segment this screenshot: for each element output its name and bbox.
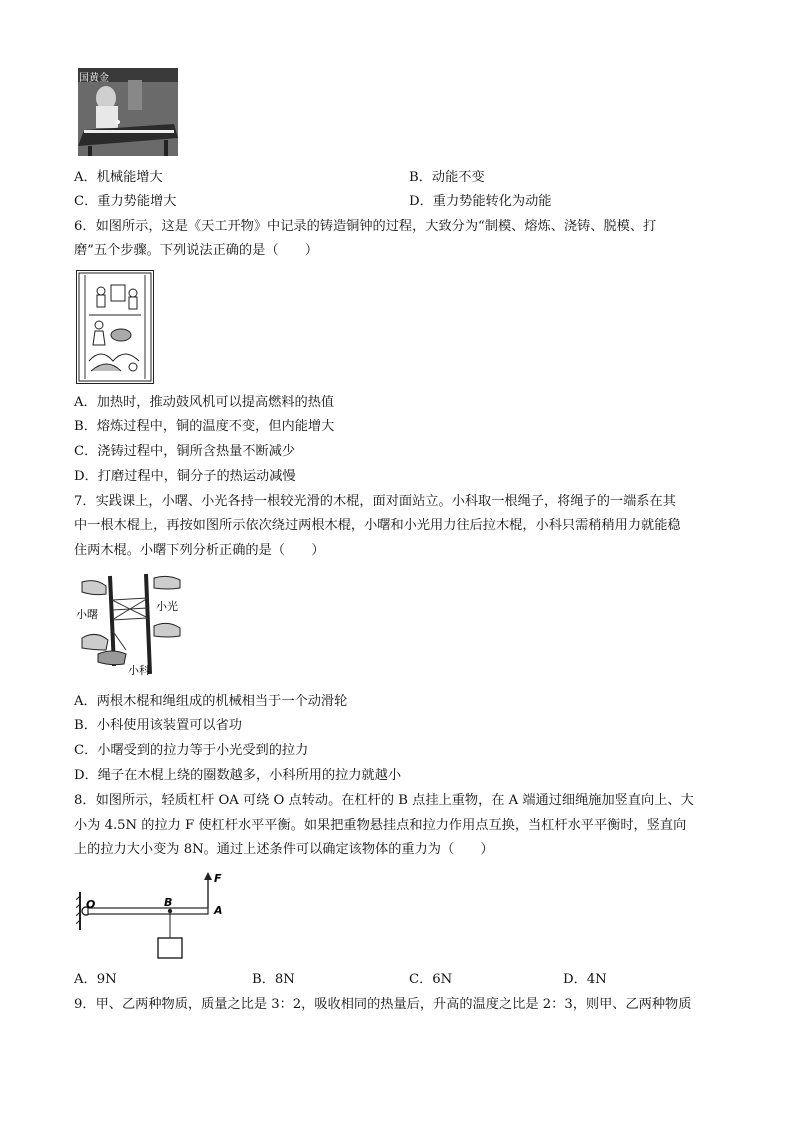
q5-option-d: D．重力势能转化为动能 [409,194,552,209]
q7-stem-line3: 住两木棍。小曙下列分析正确的是（ ） [74,543,325,558]
label-a: A [214,904,223,917]
q5-option-b: B．动能不变 [409,170,485,185]
q7-stem-line2: 中一根木棍上，再按如图所示依次绕过两根木棍，小曙和小光用力往后拉木棍，小科只需稍稍用力就能稳 [74,518,681,533]
q6-option-a: A．加热时，推动鼓风机可以提高燃料的热值 [74,395,335,410]
q7-option-d: D．绳子在木棍上绕的圈数越多，小科所用的拉力就越小 [74,768,402,783]
label-f: F [214,872,222,885]
q5-option-a: A．机械能增大 [74,170,163,185]
q7-option-b: B．小科使用该装置可以省功 [74,718,242,733]
label-xiaoshu: 小曙 [76,608,98,621]
q8-option-c: C．6N [409,972,453,987]
q8-option-d: D．4N [563,972,607,987]
lever-illustration [76,870,226,962]
q9-stem-line1: 9．甲、乙两种物质，质量之比是 3：2，吸收相同的热量后，升高的温度之比是 2：3，则甲、乙两种物质 [74,997,692,1012]
photo-caption: 国黄金 [79,73,109,84]
label-xiaoke: 小科 [128,664,150,677]
q8-option-b: B．8N [252,972,295,987]
q7-stem-line1: 7．实践课上，小曙、小光各持一根较光滑的木棍，面对面站立。小科取一根绳子，将绳子的一端系在其 [74,494,676,509]
bell-casting-illustration [77,271,153,383]
q8-option-a: A．9N [74,972,117,987]
table-tennis-photo [78,68,178,156]
label-b: B [164,896,173,909]
casting-process-figure [76,270,154,384]
q8-stem-line3: 上的拉力大小变为 8N。通过上述条件可以确定该物体的重力为（ ） [74,842,494,857]
q5-option-c: C．重力势能增大 [74,194,177,209]
q8-stem-line2: 小为 4.5N 的拉力 F 使杠杆水平平衡。如果把重物悬挂点和拉力作用点互换，当杠杆水平平衡时，竖直向 [74,818,687,833]
q8-stem-line1: 8．如图所示，轻质杠杆 OA 可绕 O 点转动。在杠杆的 B 点挂上重物，在 A 端通过细绳施加竖直向上、大 [74,793,694,808]
q7-option-c: C．小曙受到的拉力等于小光受到的拉力 [74,743,309,758]
label-xiaoguang: 小光 [156,600,178,613]
lever-figure [76,870,226,962]
q6-option-d: D．打磨过程中，铜分子的热运动减慢 [74,469,296,484]
label-o: O [86,898,96,911]
q6-option-b: B．熔炼过程中，铜的温度不变，但内能增大 [74,419,335,434]
q6-option-c: C．浇铸过程中，铜所含热量不断减少 [74,444,296,459]
q6-stem-line2: 磨”五个步骤。下列说法正确的是（ ） [74,243,319,258]
rope-sticks-figure [76,570,186,680]
q7-option-a: A．两根木棍和绳组成的机械相当于一个动滑轮 [74,694,348,709]
q6-stem-line1: 6．如图所示，这是《天工开物》中记录的铸造铜钟的过程，大致分为“制模、熔炼、浇铸、脱模、打 [74,219,657,234]
